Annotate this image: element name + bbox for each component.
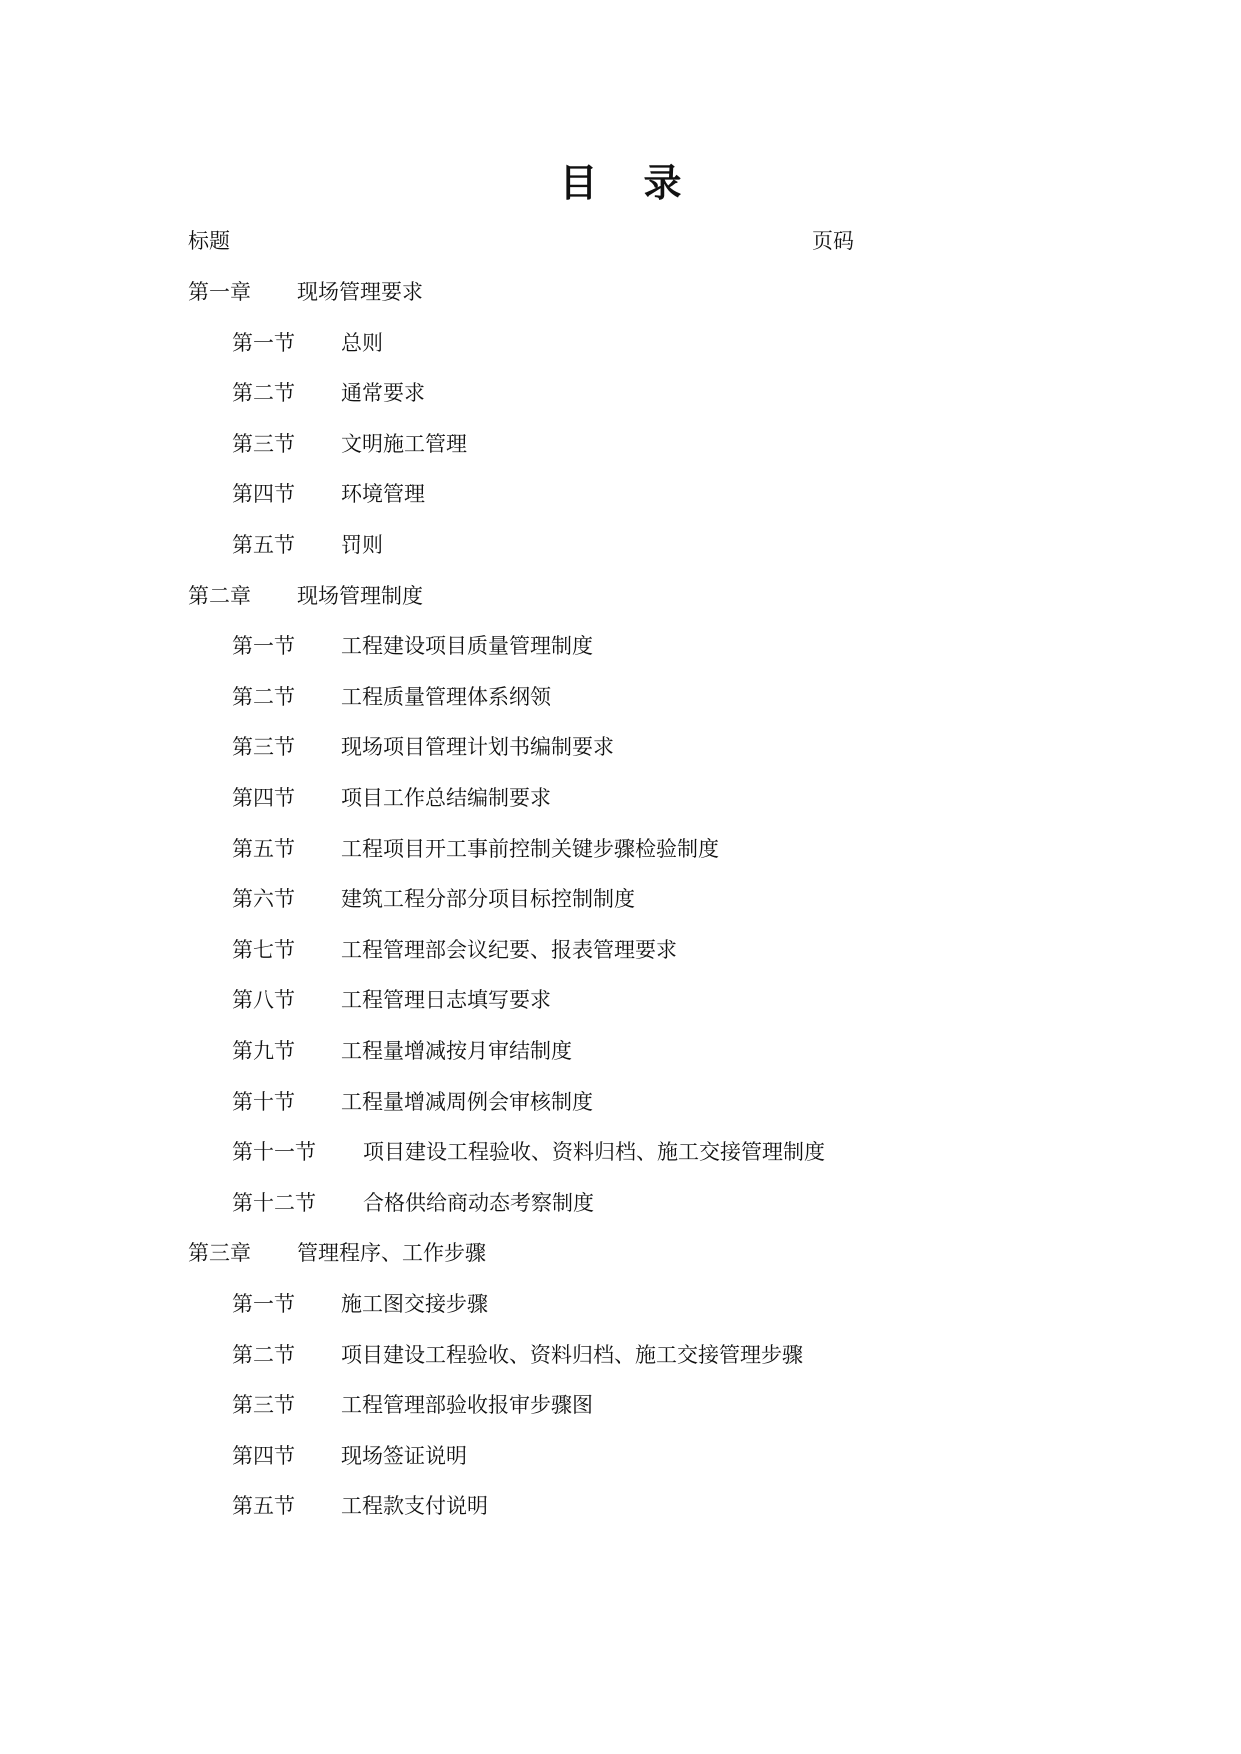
toc-section-entry (232, 935, 677, 965)
toc-entry-title: 罚则 (341, 533, 383, 557)
toc-entry-title: 工程项目开工事前控制关键步骤检验制度 (341, 836, 719, 861)
toc-chapter-entry (188, 277, 423, 307)
toc-entry-title: 工程质量管理体系纲领 (341, 684, 551, 709)
toc-entry-title: 现场管理要求 (297, 280, 423, 304)
toc-entry-number: 第二节 (232, 381, 295, 406)
toc-entry-number: 第九节 (232, 1039, 295, 1063)
toc-section-entry (232, 834, 719, 864)
toc-header-title-label: 标题 (188, 229, 230, 253)
toc-entry-number: 第三节 (232, 1393, 295, 1418)
toc-header-page-label: 页码 (812, 229, 854, 253)
toc-entry-number: 第十一节 (232, 1140, 316, 1165)
toc-entry-title: 工程管理部会议纪要、报表管理要求 (341, 937, 677, 962)
toc-entry-number: 第七节 (232, 937, 295, 962)
toc-section-entry (232, 1188, 594, 1218)
toc-entry-number: 第一节 (232, 1292, 295, 1316)
toc-section-entry (232, 1340, 803, 1370)
toc-section-entry (232, 682, 551, 712)
toc-section-entry (232, 1289, 488, 1319)
toc-entry-title: 建筑工程分部分项目标控制制度 (341, 887, 635, 912)
toc-entry-number: 第八节 (232, 988, 295, 1013)
toc-section-entry (232, 783, 551, 813)
toc-entry-number: 第十节 (232, 1089, 295, 1114)
toc-entry-number: 第三节 (232, 431, 295, 456)
toc-entry-number: 第四节 (232, 482, 295, 507)
toc-entry-number: 第四节 (232, 786, 295, 810)
toc-entry-number: 第五节 (232, 533, 295, 557)
toc-entry-title: 现场签证说明 (341, 1443, 467, 1468)
toc-entry-title: 工程管理部验收报审步骤图 (341, 1393, 593, 1418)
page-title: 目录 (559, 161, 728, 205)
toc-entry-title: 管理程序、工作步骤 (297, 1241, 486, 1266)
toc-entry-number: 第三节 (232, 735, 295, 760)
toc-entry-title: 项目建设工程验收、资料归档、施工交接管理制度 (363, 1140, 825, 1165)
toc-entry-title: 现场管理制度 (297, 583, 423, 608)
toc-entry-title: 工程量增减周例会审核制度 (341, 1089, 593, 1114)
toc-section-entry (232, 429, 467, 459)
toc-entry-number: 第一章 (188, 280, 251, 304)
toc-section-entry (232, 479, 425, 509)
toc-entry-number: 第五节 (232, 1494, 295, 1519)
toc-entry-number: 第二节 (232, 684, 295, 709)
toc-section-entry (232, 631, 593, 661)
toc-section-entry (232, 1036, 572, 1066)
toc-entry-title: 项目工作总结编制要求 (341, 786, 551, 810)
toc-entry-title: 文明施工管理 (341, 431, 467, 456)
toc-chapter-entry (188, 581, 423, 611)
toc-entry-title: 工程建设项目质量管理制度 (341, 634, 593, 659)
toc-section-entry (232, 530, 383, 560)
toc-entry-title: 施工图交接步骤 (341, 1292, 488, 1316)
toc-section-entry (232, 1441, 467, 1471)
toc-entry-title: 工程款支付说明 (341, 1494, 488, 1519)
toc-entry-number: 第一节 (232, 330, 295, 355)
toc-section-entry (232, 1137, 825, 1167)
toc-entry-number: 第一节 (232, 634, 295, 659)
toc-entry-number: 第二章 (188, 583, 251, 608)
toc-entry-number: 第十二节 (232, 1190, 316, 1215)
toc-chapter-entry (188, 1238, 486, 1268)
toc-entry-number: 第二节 (232, 1342, 295, 1367)
toc-entry-number: 第六节 (232, 887, 295, 912)
toc-section-entry (232, 1491, 488, 1521)
toc-section-entry (232, 378, 425, 408)
toc-entry-title: 项目建设工程验收、资料归档、施工交接管理步骤 (341, 1342, 803, 1367)
toc-entry-title: 通常要求 (341, 381, 425, 406)
toc-section-entry (232, 1390, 593, 1420)
toc-entry-number: 第四节 (232, 1443, 295, 1468)
toc-entry-title: 工程管理日志填写要求 (341, 988, 551, 1013)
toc-section-entry (232, 328, 383, 358)
toc-section-entry (232, 1087, 593, 1117)
toc-entry-title: 环境管理 (341, 482, 425, 507)
toc-entry-title: 总则 (341, 330, 383, 355)
toc-section-entry (232, 732, 614, 762)
toc-section-entry (232, 884, 635, 914)
toc-entry-number: 第三章 (188, 1241, 251, 1266)
toc-entry-title: 工程量增减按月审结制度 (341, 1039, 572, 1063)
toc-section-entry (232, 985, 551, 1015)
toc-entry-title: 合格供给商动态考察制度 (363, 1190, 594, 1215)
toc-entry-number: 第五节 (232, 836, 295, 861)
toc-entry-title: 现场项目管理计划书编制要求 (341, 735, 614, 760)
